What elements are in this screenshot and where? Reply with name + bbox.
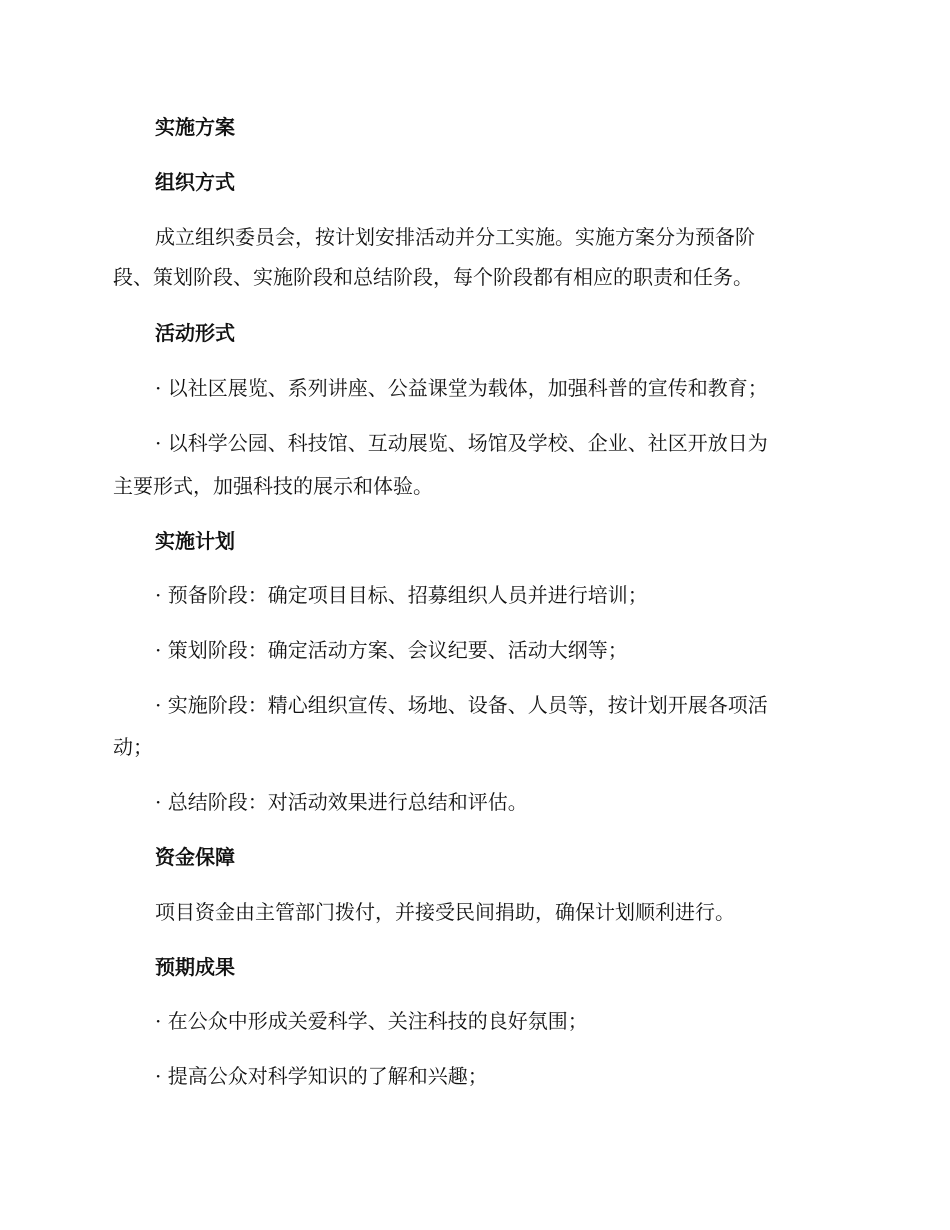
bullet-activity-form-2-line-1: · 以科学公园、科技馆、互动展览、场馆及学校、企业、社区开放日为 xyxy=(155,431,768,455)
section-heading-organization: 组织方式 xyxy=(155,170,235,194)
bullet-plan-2: · 策划阶段：确定活动方案、会议纪要、活动大纲等； xyxy=(155,638,628,662)
bullet-activity-form-2-line-2: 主要形式，加强科技的展示和体验。 xyxy=(113,474,433,498)
bullet-plan-3-line-2: 动； xyxy=(113,735,153,759)
bullet-activity-form-1: · 以社区展览、系列讲座、公益课堂为载体，加强科普的宣传和教育； xyxy=(155,376,768,400)
section-heading-activity-form: 活动形式 xyxy=(155,321,235,345)
section-heading-funding: 资金保障 xyxy=(155,845,235,869)
paragraph-organization-line-2: 段、策划阶段、实施阶段和总结阶段，每个阶段都有相应的职责和任务。 xyxy=(113,265,753,289)
bullet-plan-4: · 总结阶段：对活动效果进行总结和评估。 xyxy=(155,790,528,814)
bullet-plan-1: · 预备阶段：确定项目目标、招募组织人员并进行培训； xyxy=(155,583,648,607)
section-heading-expected-results: 预期成果 xyxy=(155,955,235,979)
bullet-plan-3-line-1: · 实施阶段：精心组织宣传、场地、设备、人员等，按计划开展各项活 xyxy=(155,693,768,717)
bullet-result-2: · 提高公众对科学知识的了解和兴趣； xyxy=(155,1064,488,1088)
bullet-result-1: · 在公众中形成关爱科学、关注科技的良好氛围； xyxy=(155,1009,588,1033)
paragraph-funding: 项目资金由主管部门拨付，并接受民间捐助，确保计划顺利进行。 xyxy=(155,900,735,924)
section-heading-plan: 实施计划 xyxy=(155,529,235,553)
paragraph-organization-line-1: 成立组织委员会，按计划安排活动并分工实施。实施方案分为预备阶 xyxy=(155,225,755,249)
document-title: 实施方案 xyxy=(155,115,235,139)
